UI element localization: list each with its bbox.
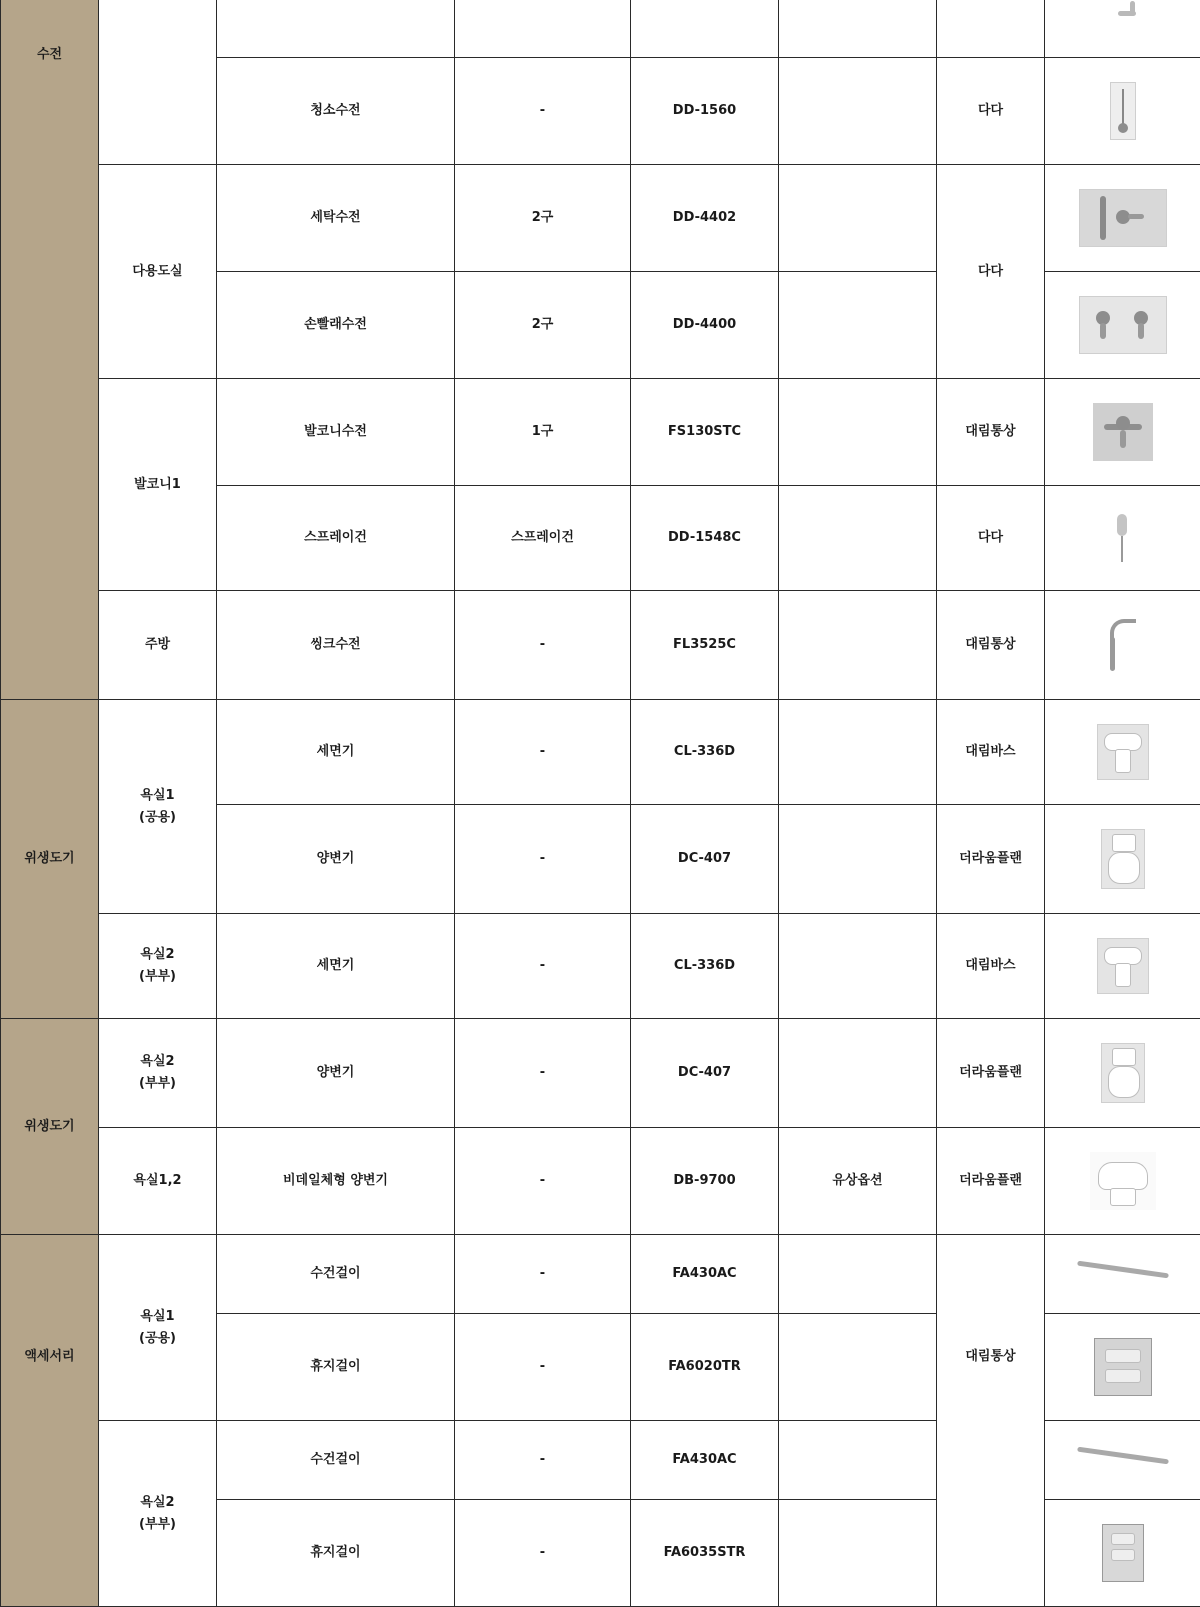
note-cell: [779, 914, 937, 1019]
bidet-toilet-icon: [1090, 1152, 1156, 1210]
note-cell: [779, 700, 937, 805]
model-cell: [631, 0, 779, 58]
spec-cell: 2구: [455, 165, 631, 272]
item-cell: 수건걸이: [217, 1235, 455, 1314]
room-cell: 욕실2 (부부): [99, 1421, 217, 1607]
item-cell: 휴지걸이: [217, 1314, 455, 1421]
category-cell: 위생도기: [1, 1019, 99, 1235]
product-image-cell: [1045, 1128, 1200, 1235]
note-cell: [779, 165, 937, 272]
sink-faucet-icon: [1100, 615, 1146, 675]
item-cell: 비데일체형 양변기: [217, 1128, 455, 1235]
spec-cell: -: [455, 591, 631, 700]
model-cell: FS130STC: [631, 379, 779, 486]
table-row: [1, 1019, 1200, 1128]
spec-cell: -: [455, 1500, 631, 1607]
note-cell: [779, 1019, 937, 1128]
paper-holder-2-icon: [1102, 1524, 1144, 1582]
spec-cell: 1구: [455, 379, 631, 486]
maker-cell: 대림통상: [937, 591, 1045, 700]
table-row: [1, 1235, 1200, 1314]
product-image-cell: [1045, 1421, 1200, 1500]
model-cell: CL-336D: [631, 914, 779, 1019]
model-cell: DB-9700: [631, 1128, 779, 1235]
towel-bar-icon: [1073, 1259, 1173, 1289]
maker-cell: 대림통상: [937, 1235, 1045, 1607]
note-cell: [779, 58, 937, 165]
item-cell: 발코니수전: [217, 379, 455, 486]
note-cell: [779, 486, 937, 591]
product-image-cell: [1045, 0, 1200, 58]
product-image-cell: [1045, 379, 1200, 486]
maker-cell: 대림통상: [937, 379, 1045, 486]
note-cell: [779, 591, 937, 700]
note-cell: [779, 805, 937, 914]
maker-cell: 대림바스: [937, 700, 1045, 805]
room-cell: 발코니1: [99, 379, 217, 591]
product-image-cell: [1045, 58, 1200, 165]
product-image-cell: [1045, 914, 1200, 1019]
spec-cell: -: [455, 805, 631, 914]
model-cell: DD-1560: [631, 58, 779, 165]
model-cell: FA430AC: [631, 1235, 779, 1314]
room-cell: 욕실1,2: [99, 1128, 217, 1235]
note-cell: [779, 1314, 937, 1421]
product-image-cell: [1045, 591, 1200, 700]
item-cell: 휴지걸이: [217, 1500, 455, 1607]
table-row: [1, 914, 1200, 1019]
note-cell: [779, 272, 937, 379]
product-image-cell: [1045, 1314, 1200, 1421]
item-cell: 세면기: [217, 700, 455, 805]
model-cell: DD-1548C: [631, 486, 779, 591]
note-cell: 유상옵션: [779, 1128, 937, 1235]
item-cell: 양변기: [217, 805, 455, 914]
item-cell: 수건걸이: [217, 1421, 455, 1500]
spec-cell: -: [455, 1421, 631, 1500]
table-row: [1, 165, 1200, 272]
room-cell: 욕실1 (공용): [99, 700, 217, 914]
balcony-faucet-icon: [1093, 403, 1153, 461]
maker-cell: 대림바스: [937, 914, 1045, 1019]
category-cell: 액세서리: [1, 1235, 99, 1607]
maker-cell: 다다: [937, 486, 1045, 591]
table-row: [1, 379, 1200, 486]
spec-cell: -: [455, 58, 631, 165]
product-image-cell: [1045, 486, 1200, 591]
item-cell: 씽크수전: [217, 591, 455, 700]
room-cell: 주방: [99, 591, 217, 700]
item-cell: 스프레이건: [217, 486, 455, 591]
note-cell: [779, 1500, 937, 1607]
item-cell: [217, 0, 455, 58]
washbasin-icon: [1097, 724, 1149, 780]
model-cell: DD-4402: [631, 165, 779, 272]
product-image-cell: [1045, 700, 1200, 805]
towel-bar-icon: [1073, 1445, 1173, 1475]
spec-cell: -: [455, 1314, 631, 1421]
laundry-faucet-icon: [1079, 189, 1167, 247]
spec-cell: 2구: [455, 272, 631, 379]
product-image-cell: [1045, 1235, 1200, 1314]
room-cell: 욕실2 (부부): [99, 1019, 217, 1128]
product-image-cell: [1045, 1019, 1200, 1128]
note-cell: [779, 0, 937, 58]
maker-cell: 더라움플랜: [937, 1019, 1045, 1128]
product-image-cell: [1045, 1500, 1200, 1607]
spec-cell: -: [455, 700, 631, 805]
room-cell: [99, 0, 217, 165]
note-cell: [779, 1235, 937, 1314]
item-cell: 청소수전: [217, 58, 455, 165]
product-image-cell: [1045, 805, 1200, 914]
washbasin-icon: [1097, 938, 1149, 994]
item-cell: 세면기: [217, 914, 455, 1019]
category-cell: 위생도기: [1, 700, 99, 1019]
model-cell: DD-4400: [631, 272, 779, 379]
handwash-faucet-icon: [1079, 296, 1167, 354]
note-cell: [779, 379, 937, 486]
spec-cell: 스프레이건: [455, 486, 631, 591]
faucet-top-icon: [1100, 0, 1146, 33]
product-image-cell: [1045, 165, 1200, 272]
model-cell: FA6035STR: [631, 1500, 779, 1607]
table-row: [1, 591, 1200, 700]
item-cell: 손빨래수전: [217, 272, 455, 379]
maker-cell: 더라움플랜: [937, 805, 1045, 914]
maker-cell: [937, 0, 1045, 58]
table-row: [1, 1128, 1200, 1235]
item-cell: 세탁수전: [217, 165, 455, 272]
spec-cell: -: [455, 1235, 631, 1314]
item-cell: 양변기: [217, 1019, 455, 1128]
spec-cell: -: [455, 1019, 631, 1128]
room-cell: 다용도실: [99, 165, 217, 379]
product-image-cell: [1045, 272, 1200, 379]
spray-gun-icon: [1103, 510, 1143, 566]
table-row: [1, 700, 1200, 805]
table-row: [1, 0, 1200, 58]
model-cell: FL3525C: [631, 591, 779, 700]
spec-cell: -: [455, 1128, 631, 1235]
model-cell: CL-336D: [631, 700, 779, 805]
toilet-icon: [1101, 829, 1145, 889]
spec-cell: -: [455, 914, 631, 1019]
maker-cell: 더라움플랜: [937, 1128, 1045, 1235]
model-cell: DC-407: [631, 1019, 779, 1128]
spec-cell: [455, 0, 631, 58]
maker-cell: 다다: [937, 58, 1045, 165]
maker-cell: 다다: [937, 165, 1045, 379]
model-cell: DC-407: [631, 805, 779, 914]
paper-holder-icon: [1094, 1338, 1152, 1396]
toilet-icon: [1101, 1043, 1145, 1103]
note-cell: [779, 1421, 937, 1500]
cleaning-faucet-icon: [1110, 82, 1136, 140]
room-cell: 욕실2 (부부): [99, 914, 217, 1019]
room-cell: 욕실1 (공용): [99, 1235, 217, 1421]
model-cell: FA430AC: [631, 1421, 779, 1500]
category-cell: 수전: [1, 0, 99, 700]
model-cell: FA6020TR: [631, 1314, 779, 1421]
